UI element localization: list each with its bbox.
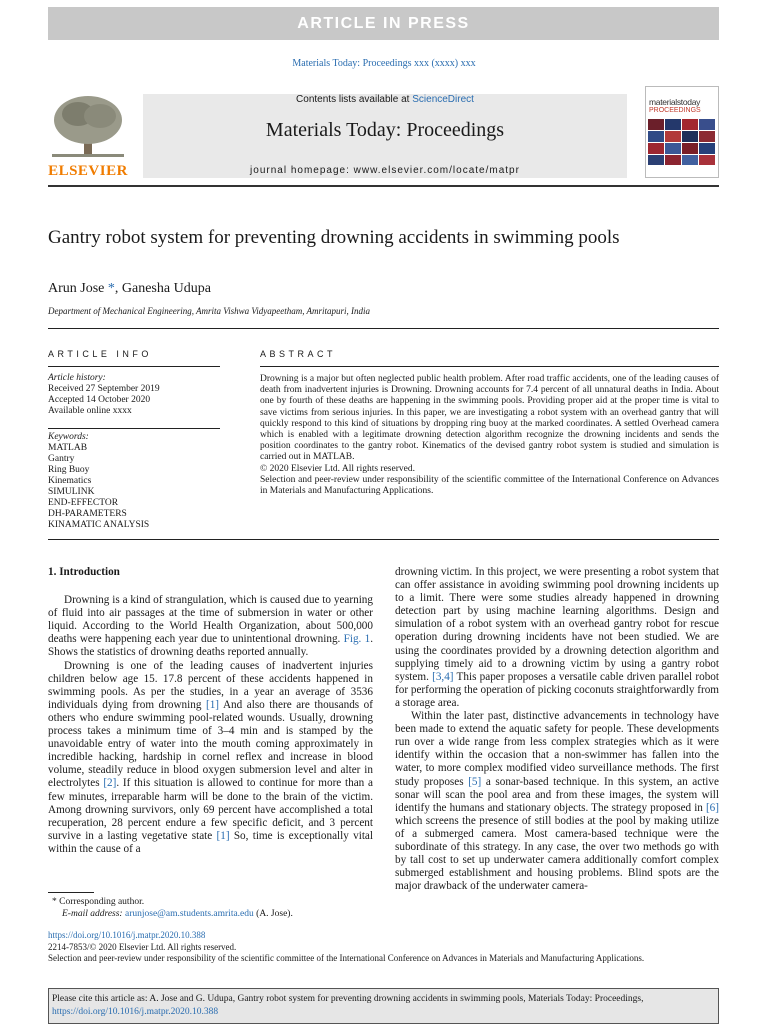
paragraph xyxy=(395,710,719,893)
cite-text: Please cite this article as: A. Jose and G. Udupa, Gantry robot system for preventing drowning accidents in swimming pools, Materials Today: Proceedings, xyxy=(52,994,644,1004)
article-info-heading: ARTICLE INFO xyxy=(48,349,152,359)
author-name: Ganesha Udupa xyxy=(121,281,211,296)
reference-link[interactable]: [1] xyxy=(205,698,220,711)
keyword: MATLAB xyxy=(48,443,88,453)
journal-homepage[interactable]: journal homepage: www.elsevier.com/locate/matpr xyxy=(250,165,520,176)
journal-citation[interactable]: Materials Today: Proceedings xxx (xxxx) xxx xyxy=(292,58,476,69)
selection-line: Selection and peer-review under responsibility of the scientific committee of the International Conference on Advances in Materials and Manufacturing Applications. xyxy=(48,953,645,963)
cover-title: materialstoday xyxy=(649,97,701,107)
corresponding-note xyxy=(52,896,372,908)
reference-link[interactable]: [1] xyxy=(216,829,230,842)
email-label: E-mail address: xyxy=(62,909,123,919)
footnote-rule xyxy=(48,892,94,893)
keyword: Gantry xyxy=(48,454,75,464)
email-note xyxy=(52,908,372,920)
journal-cover-image xyxy=(645,86,719,178)
keyword: DH-PARAMETERS xyxy=(48,509,127,519)
text: . Shows the statistics of drowning deaths reported annually. xyxy=(48,633,373,659)
author-name: Arun Jose xyxy=(48,281,105,296)
contents-prefix: Contents lists available at xyxy=(296,94,410,105)
paragraph xyxy=(395,566,719,710)
text: Drowning is a kind of strangulation, which is caused due to yearning of fluid into air passages at the time of submersion in water or other liquid. According to the World Health Organization, about 500,000 deaths were happening each year due to unintentional drowning. xyxy=(48,594,373,646)
author-separator: , xyxy=(114,281,122,296)
doi-link[interactable]: https://doi.org/10.1016/j.matpr.2020.10.388 xyxy=(48,930,206,940)
paragraph xyxy=(48,594,373,659)
contents-line xyxy=(143,94,627,105)
history-item: Accepted 14 October 2020 xyxy=(48,395,151,405)
affiliation: Department of Mechanical Engineering, Amrita Vishwa Vidyapeetham, Amritapuri, India xyxy=(48,306,371,316)
keyword: END-EFFECTOR xyxy=(48,498,119,508)
header-rule xyxy=(48,185,719,187)
keyword: Ring Buoy xyxy=(48,465,90,475)
reference-link[interactable]: [2] xyxy=(103,777,117,790)
journal-title: Materials Today: Proceedings xyxy=(265,119,505,141)
reference-link[interactable]: [3,4] xyxy=(432,670,454,683)
text: drowning victim. In this project, we were presenting a robot system that can offer assistance in avoiding swimming pool drowning incidents up to a limit. There were some studies already happened in drowning detection part by using machine learning algorithms. Design and simulation of a robot system with an overhead gantry robot for rescue operation during drowning incidents have not been studied. We are using the coordinates provided by a drowning detection algorithm and supplying timely aid to a drowning victim by using a gantry robot system. xyxy=(395,566,719,683)
figure-link[interactable]: Fig. 1 xyxy=(343,633,371,646)
issn-line: 2214-7853/© 2020 Elsevier Ltd. All rights reserved. xyxy=(48,941,237,952)
article-title: Gantry robot system for preventing drowning accidents in swimming pools xyxy=(48,227,620,248)
text: . If this situation is allowed to continue for more than a few minutes, irreparable harm will be done to the brain of the victim. Among drowning survivors, only 69 percent have accomplished a total recuperation, 28 percent endure a few specific deficit, and 3 percent survive in a lasting vegetative state xyxy=(48,777,374,842)
abstract-rule xyxy=(260,366,719,367)
keyword: SIMULINK xyxy=(48,487,95,497)
info-rule xyxy=(48,366,220,367)
body-column-left xyxy=(48,566,373,856)
text: which screens the presence of still bodies at the pool by making utilize of a submerged camera. Most camera-based technique were the subordinate of this strategy. In any case, the over two methods go with by tall cost to set up underwater camera additionally comfort complex submerged establishment and housing problems. Blind spots are the major drawback of the underwater camera- xyxy=(395,814,719,893)
abstract-body xyxy=(260,374,719,497)
text: a sonar-based technique. In this system, an active sonar will scan the pool area and from these images, the system will identify the humans and stationary objects. The strategy proposed in xyxy=(395,775,719,814)
text: Corresponding author. xyxy=(59,897,145,907)
footnote xyxy=(52,896,372,920)
elsevier-tree-logo xyxy=(48,92,128,162)
cite-doi-link[interactable]: https://doi.org/10.1016/j.matpr.2020.10.388 xyxy=(52,1007,219,1017)
corresponding-author-mark[interactable]: * xyxy=(107,281,115,296)
abstract-end-rule xyxy=(48,539,719,540)
abstract-selection: Selection and peer-review under responsibility of the scientific committee of the International Conference on Advances in Materials and Manufacturing Applications. xyxy=(260,474,719,497)
text: Drowning is one of the leading causes of inadvertent injuries children below age 15. 17.8 percent of these accidents happened in swimming pools. As per the studies, in a year an average of 3536 individuals dying from drowning xyxy=(48,659,373,711)
section-heading: 1. Introduction xyxy=(48,566,120,578)
text: (A. Jose). xyxy=(253,909,293,919)
abstract-text: Drowning is a major but often neglected public health problem. After road traffic accidents, one of the leading causes of death from inadvertent injuries is Drowning. Drowning accounts for 7.4 percent of all unnatural deaths in India. About one by fourth of these deaths are happening in the swimming pools. Providing proper aid at the proper time is vital to save victims from serious injuries. In this paper, we are investigating a robot system with an overhead gantry that will quickly respond to this kind of situations by dropping ring buoy at the marked coordinates. A settled Overhead camera which is enabled with a legitimate drowning detection algorithm recognize the drowning incidents and sends the position coordinates to the gantry robot. Kinematics of the devised gantry robot system is studied and simulation is carried out in MATLAB. xyxy=(260,374,719,463)
author-list xyxy=(48,281,211,297)
keyword: Kinematics xyxy=(48,476,92,486)
history-item: Available online xxxx xyxy=(48,406,132,416)
cite-box xyxy=(48,988,719,1024)
keyword: KINAMATIC ANALYSIS xyxy=(48,520,150,530)
text: So, time is exceptionally vital within the cause of a xyxy=(48,829,374,855)
info-rule xyxy=(48,428,220,429)
text: And also there are thousands of others who endure swimming pool-related wounds. Usually, drowning process takes a minimum time of 3–4 min and is stamped by the unavoidable entry of water into the mouth coming approximately in incredible hacking, hardship in cornel reflex and increase in blood volume, steadily reduce in blood oxygen submersion level and alter in electrolytes xyxy=(48,698,373,790)
elsevier-wordmark: ELSEVIER xyxy=(48,163,128,179)
text: Within the later past, distinctive advancements in technology have been made to extend the aquatic safety for people. These developments run over a wide range from less complex strategies which as it were identify within the occasion that a non-swimmer has fallen into the water, to more complex modified video surveillance methods. The first study proposes xyxy=(395,710,719,788)
abstract-copyright: © 2020 Elsevier Ltd. All rights reserved. xyxy=(260,463,415,474)
keywords-label: Keywords: xyxy=(48,432,89,442)
body-column-right xyxy=(395,566,719,893)
text: This paper proposes a versatile cable driven parallel robot for performing the operation of picking coconuts straightforwardly from a storage area. xyxy=(395,670,719,709)
email-link[interactable]: arunjose@am.students.amrita.edu xyxy=(124,909,254,919)
footnote-mark: * xyxy=(52,897,57,907)
keywords-list xyxy=(48,432,220,531)
sciencedirect-link[interactable]: ScienceDirect xyxy=(412,94,474,105)
paragraph xyxy=(48,660,373,856)
reference-link[interactable]: [6] xyxy=(705,801,719,814)
bottom-matter xyxy=(48,930,728,965)
abstract-heading: ABSTRACT xyxy=(260,349,337,359)
reference-link[interactable]: [5] xyxy=(468,775,482,788)
cover-subtitle: PROCEEDINGS xyxy=(649,107,701,114)
article-in-press-banner: ARTICLE IN PRESS xyxy=(48,7,719,40)
article-history xyxy=(48,373,220,417)
history-label: Article history: xyxy=(48,373,106,383)
divider xyxy=(48,328,719,329)
history-item: Received 27 September 2019 xyxy=(48,384,160,394)
